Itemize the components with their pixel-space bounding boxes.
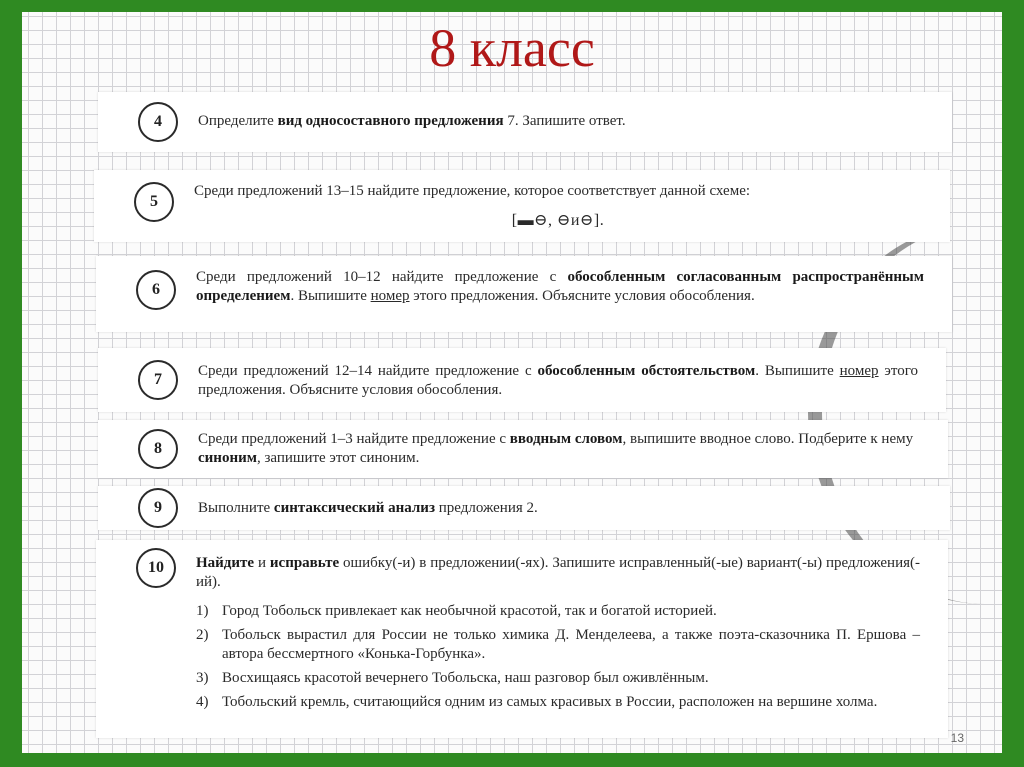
task-text: Среди предложений 1–3 найдите предложение с вводным словом, выпишите вводное слово. Подберите к нему синоним, запишите этот синоним.	[198, 431, 914, 466]
task-8	[98, 420, 948, 478]
list-item: 1) Город Тобольск привлекает как необычной красотой, так и богатой историей.	[196, 603, 717, 619]
task-10	[96, 540, 948, 738]
list-item: 3) Восхищаясь красотой вечернего Тобольска, наш разговор был оживлённым.	[196, 670, 709, 686]
task-text: Среди предложений 10–12 найдите предложение с обособленным согласованным распространённым определением. Выпишите номер этого предложения. Объясните условия обособления.	[196, 269, 924, 304]
list-item: 4) Тобольский кремль, считающийся одним из самых красивых в России, расположен на вершине холма.	[196, 694, 878, 710]
task-number: 8	[138, 429, 178, 469]
task-7	[98, 348, 946, 412]
sentence-list	[196, 602, 920, 717]
task-text: Найдите и исправьте ошибку(-и) в предложении(-ях). Запишите исправленный(-ые) вариант(-ы) предложения(-ий).	[196, 555, 921, 590]
task-text: Выполните синтаксический анализ предложения 2.	[198, 500, 538, 516]
task-number: 9	[138, 488, 178, 528]
task-text: Среди предложений 13–15 найдите предложение, которое соответствует данной схеме: [▬⊖, ⊖и⊖].	[194, 182, 922, 230]
task-text: Определите вид односоставного предложения 7. Запишите ответ.	[198, 113, 626, 129]
task-9	[98, 486, 950, 530]
task-number: 7	[138, 360, 178, 400]
slide-title: 8 класс	[429, 18, 595, 78]
task-6	[96, 256, 952, 332]
task-number: 5	[134, 182, 174, 222]
task-5	[94, 170, 950, 242]
page-number: 13	[950, 731, 964, 745]
slide	[22, 12, 1002, 753]
task-number: 10	[136, 548, 176, 588]
task-text: Среди предложений 12–14 найдите предложение с обособленным обстоятельством. Выпишите номер этого предложения. Объясните условия обособления.	[198, 363, 918, 398]
task-number: 4	[138, 102, 178, 142]
task-4	[98, 92, 952, 152]
list-item: 2) Тобольск вырастил для России не только химика Д. Менделеева, а также поэта-сказочника П. Ершова – автора бессмертного «Конька-Горбунка».	[196, 627, 920, 662]
task-number: 6	[136, 270, 176, 310]
sentence-scheme: [▬⊖, ⊖и⊖].	[511, 212, 605, 229]
